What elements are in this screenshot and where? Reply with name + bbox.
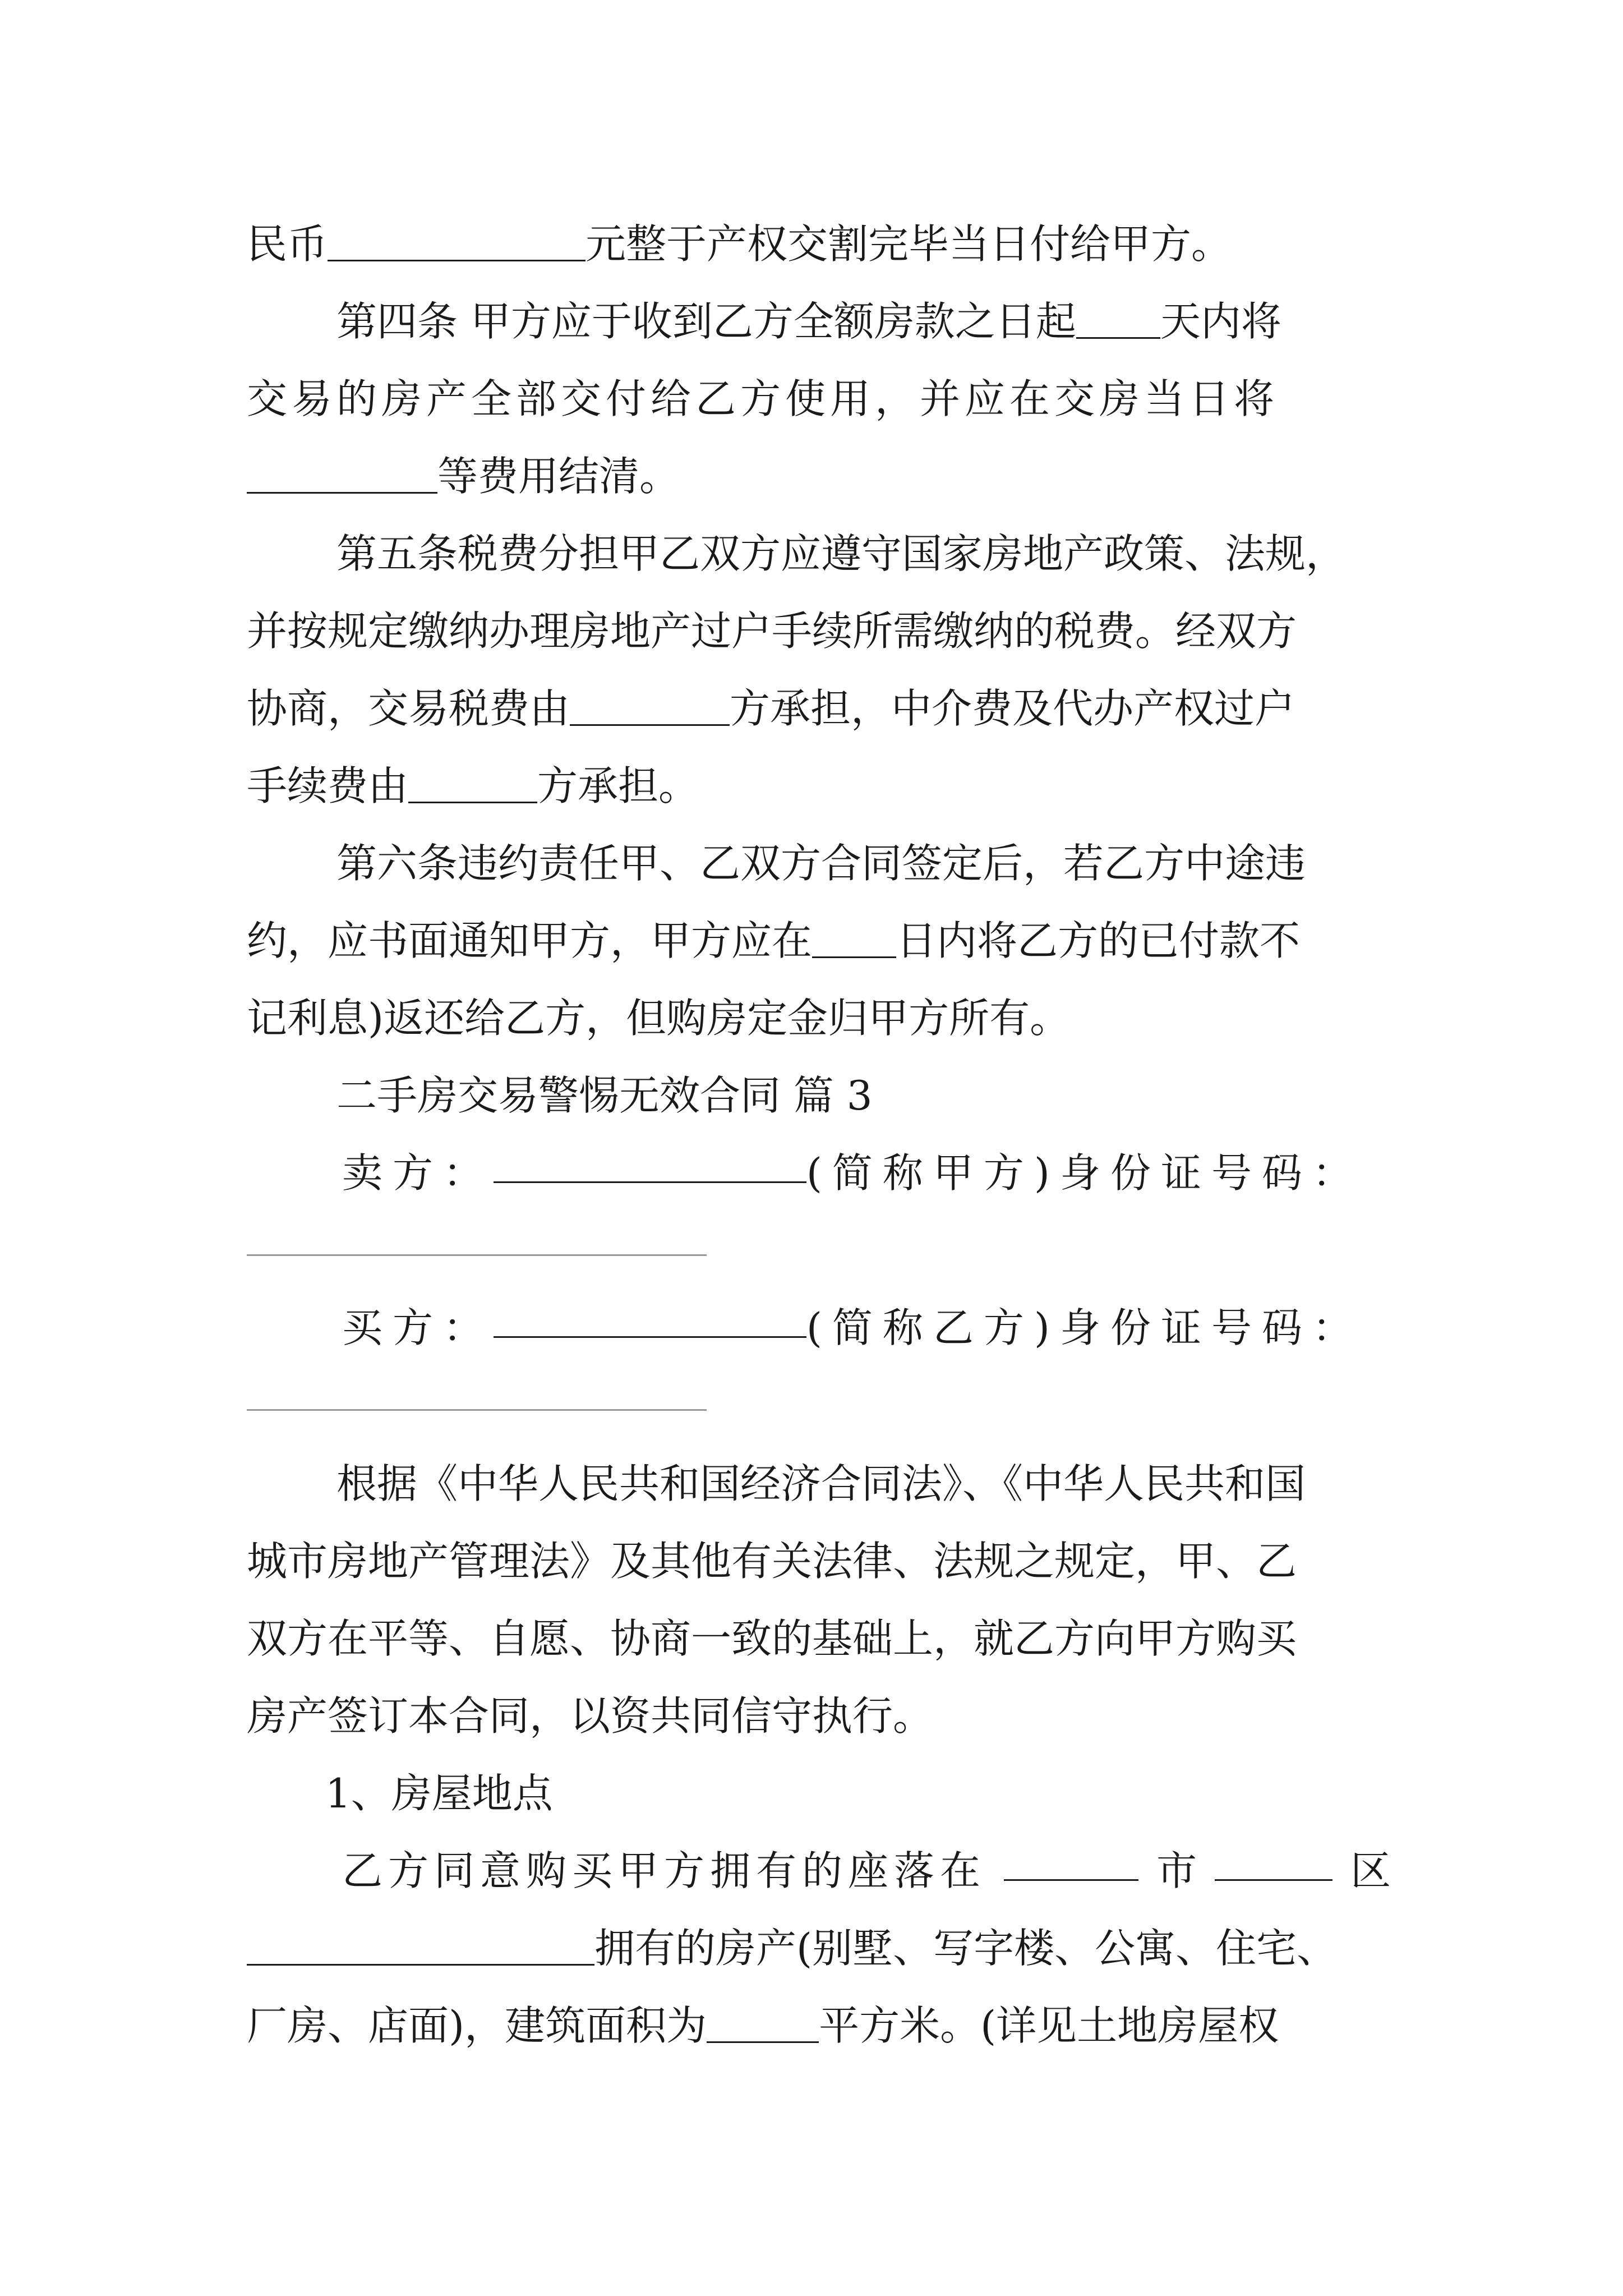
text-line — [247, 368, 1391, 430]
blank-field — [247, 453, 437, 494]
section-heading — [336, 1065, 1481, 1126]
text-line — [247, 678, 1391, 739]
text-line — [247, 1917, 1419, 1979]
text-line — [247, 1995, 1391, 2056]
text-line — [247, 755, 1391, 817]
blank-field — [1004, 1840, 1138, 1881]
seller-label: 卖方： — [342, 1149, 494, 1197]
blank-field — [494, 1142, 806, 1183]
text-line — [336, 1453, 1481, 1515]
blank-field — [1215, 1840, 1332, 1881]
text-segment: 手续费由 — [247, 762, 409, 809]
text-line — [247, 1608, 1391, 1669]
text-line — [247, 987, 1391, 1049]
blank-field — [1076, 298, 1160, 339]
text-line — [247, 910, 1391, 972]
text-segment: 等费用结清。 — [437, 453, 680, 500]
text-line — [247, 600, 1391, 662]
text-segment: 并按规定缴纳办理房地产过户手续所需缴纳的税费。经双方 — [247, 608, 1297, 655]
text-segment: 方承担。 — [537, 762, 699, 809]
buyer-label: 买方： — [342, 1304, 494, 1351]
text-line — [247, 1685, 1391, 1747]
blank-field — [247, 1925, 594, 1966]
blank-field — [812, 917, 896, 958]
text-line — [247, 213, 1391, 275]
blank-field — [570, 685, 730, 726]
blank-field — [328, 220, 585, 261]
text-line — [336, 832, 1481, 894]
text-segment: 民币 — [247, 220, 328, 268]
text-segment: 协商，交易税费由 — [247, 685, 570, 732]
text-line — [336, 291, 1481, 352]
text-segment: 元整于产权交割完毕当日付给甲方。 — [585, 220, 1232, 268]
item-heading — [325, 1763, 1469, 1824]
text-segment: 交易的房产全部交付给乙方使用，并应在交房当日将 — [247, 375, 1279, 422]
text-line — [342, 1840, 1391, 1902]
text-segment: 二手房交易警惕无效合同 篇 3 — [336, 1072, 873, 1119]
text-segment: 天内将 — [1160, 298, 1281, 345]
text-segment: 第五条税费分担甲乙双方应遵守国家房地产政策、法规， — [336, 530, 1347, 577]
text-segment: 拥有的房产(别墅、写字楼、公寓、住宅、 — [594, 1925, 1338, 1972]
buyer-id-label: (简称乙方)身份证号码： — [806, 1304, 1363, 1351]
text-segment: 日内将乙方的已付款不 — [896, 917, 1301, 964]
text-segment: 双方在平等、自愿、协商一致的基础上，就乙方向甲方购买 — [247, 1615, 1297, 1662]
text-segment: 乙方同意购买甲方拥有的座落在 — [342, 1847, 986, 1894]
buyer-line — [342, 1297, 1363, 1359]
text-segment: 区 — [1350, 1847, 1391, 1894]
text-segment: 城市房地产管理法》及其他有关法律、法规之规定，甲、乙 — [247, 1538, 1297, 1585]
blank-field — [408, 762, 537, 803]
text-segment: 市 — [1156, 1847, 1197, 1894]
blank-line — [247, 1254, 707, 1256]
text-segment: 厂房、店面)，建筑面积为 — [247, 2002, 707, 2049]
text-segment: 第六条违约责任甲、乙双方合同签定后，若乙方中途违 — [336, 840, 1306, 887]
text-segment: 记利息)返还给乙方，但购房定金归甲方所有。 — [247, 995, 1071, 1042]
text-line — [247, 1530, 1391, 1592]
text-segment: 1、房屋地点 — [325, 1770, 553, 1817]
text-segment: 平方米。(详见土地房屋权 — [819, 2002, 1279, 2049]
text-segment: 约，应书面通知甲方，甲方应在 — [247, 917, 813, 964]
blank-line — [247, 1409, 707, 1411]
text-segment: 房产签订本合同，以资共同信守执行。 — [247, 1692, 934, 1740]
text-line — [336, 523, 1481, 585]
blank-field — [707, 2002, 819, 2043]
blank-field — [494, 1297, 806, 1338]
text-line — [247, 445, 1391, 507]
text-segment: 根据《中华人民共和国经济合同法》、《中华人民共和国 — [336, 1460, 1306, 1507]
text-segment: 方承担，中介费及代办产权过户 — [730, 685, 1295, 732]
seller-line — [342, 1142, 1363, 1204]
text-segment: 第四条 甲方应于收到乙方全额房款之日起 — [336, 298, 1076, 345]
seller-id-label: (简称甲方)身份证号码： — [806, 1149, 1363, 1197]
